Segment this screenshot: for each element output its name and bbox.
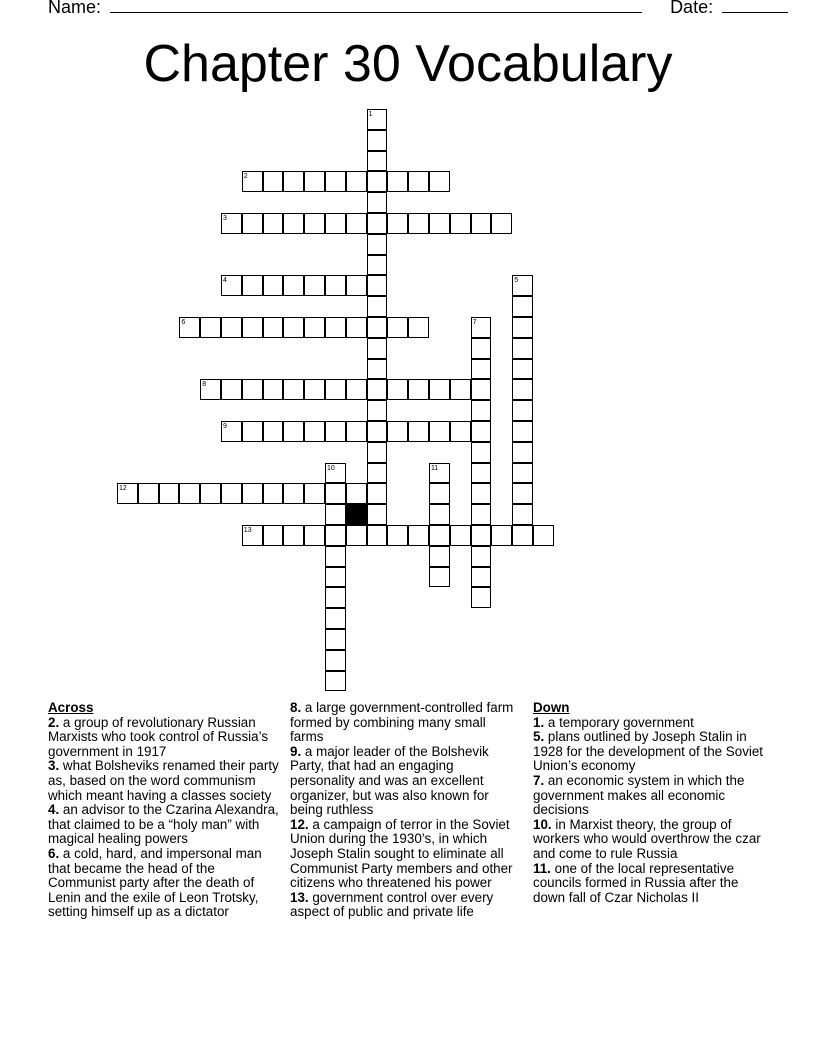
grid-cell[interactable] <box>221 213 242 234</box>
grid-cell[interactable] <box>471 317 492 338</box>
grid-cell[interactable] <box>367 400 388 421</box>
grid-cell[interactable] <box>304 525 325 546</box>
grid-cell[interactable] <box>367 463 388 484</box>
clue-text: government control over every aspect of public and private life <box>290 889 494 920</box>
grid-cell[interactable] <box>429 171 450 192</box>
across-clue <box>290 701 518 745</box>
grid-cell[interactable] <box>325 213 346 234</box>
grid-cell[interactable] <box>471 421 492 442</box>
cell-number: 11 <box>431 464 439 472</box>
grid-cell[interactable] <box>263 317 284 338</box>
grid-cell[interactable] <box>408 171 429 192</box>
grid-cell[interactable] <box>471 338 492 359</box>
across-clue <box>48 759 284 803</box>
clues-column-1 <box>48 701 284 920</box>
clue-text: a group of revolutionary Russian Marxists who took control of Russia’s government in 1917 <box>48 714 269 759</box>
grid-cell[interactable] <box>283 379 304 400</box>
grid-cell[interactable] <box>450 213 471 234</box>
grid-cell[interactable] <box>221 317 242 338</box>
grid-cell[interactable] <box>325 483 346 504</box>
cell-number: 5 <box>514 277 519 285</box>
grid-cell[interactable] <box>512 317 533 338</box>
grid-cell[interactable] <box>367 317 388 338</box>
grid-cell[interactable] <box>512 463 533 484</box>
clue-number: 4. <box>48 802 60 818</box>
clue-number: 13. <box>290 889 309 905</box>
clue-number: 7. <box>533 772 545 788</box>
grid-cell[interactable] <box>471 587 492 608</box>
grid-cell[interactable] <box>179 317 200 338</box>
grid-cell[interactable] <box>491 525 512 546</box>
clue-text: a cold, hard, and impersonal man that became the head of the Communist party after the death of Lenin and the exile of Leon Trotsky, setting himself up as a dictator <box>48 845 262 920</box>
grid-cell[interactable] <box>283 483 304 504</box>
cell-number: 9 <box>223 423 227 430</box>
clue-text: one of the local representative councils formed in Russia after the down fall of Czar Nicholas II <box>533 860 739 905</box>
grid-cell[interactable] <box>367 504 388 525</box>
grid-cell[interactable] <box>325 317 346 338</box>
grid-cell[interactable] <box>346 171 367 192</box>
down-clue <box>533 730 765 774</box>
grid-cell[interactable] <box>387 213 408 234</box>
cell-number: 12 <box>119 485 127 493</box>
grid-cell[interactable] <box>512 483 533 504</box>
across-clue <box>48 716 284 760</box>
grid-cell[interactable] <box>242 171 263 192</box>
grid-cell[interactable] <box>325 587 346 608</box>
grid-cell[interactable] <box>367 130 388 151</box>
across-clue <box>290 818 518 891</box>
across-clue <box>48 847 284 920</box>
grid-cell[interactable] <box>325 671 346 692</box>
grid-cell[interactable] <box>367 359 388 380</box>
grid-cell[interactable] <box>512 359 533 380</box>
grid-cell[interactable] <box>304 275 325 296</box>
grid-cell[interactable] <box>242 421 263 442</box>
grid-cell[interactable] <box>512 400 533 421</box>
across-clue <box>290 891 518 920</box>
clue-number: 11. <box>533 860 551 876</box>
grid-cell[interactable] <box>283 317 304 338</box>
grid-cell[interactable] <box>367 109 388 130</box>
grid-cell[interactable] <box>512 525 533 546</box>
grid-cell[interactable] <box>367 255 388 276</box>
grid-cell[interactable] <box>367 151 388 172</box>
grid-cell[interactable] <box>117 483 138 504</box>
cell-number: 1 <box>368 111 373 118</box>
grid-cell[interactable] <box>221 379 242 400</box>
grid-cell[interactable] <box>367 338 388 359</box>
grid-cell[interactable] <box>325 421 346 442</box>
clue-number: 2. <box>48 714 60 730</box>
grid-cell[interactable] <box>221 275 242 296</box>
grid-cell[interactable] <box>408 421 429 442</box>
grid-cell[interactable] <box>325 567 346 588</box>
grid-cell[interactable] <box>408 213 429 234</box>
grid-cell[interactable] <box>367 525 388 546</box>
grid-cell[interactable] <box>471 442 492 463</box>
grid-cell[interactable] <box>471 525 492 546</box>
clue-text: a large government-controlled farm formed by combining many small farms <box>290 700 514 745</box>
grid-cell[interactable] <box>512 338 533 359</box>
grid-cell[interactable] <box>242 379 263 400</box>
grid-cell[interactable] <box>367 234 388 255</box>
grid-cell[interactable] <box>283 213 304 234</box>
grid-cell[interactable] <box>491 213 512 234</box>
grid-cell[interactable] <box>325 525 346 546</box>
grid-cell[interactable] <box>200 317 221 338</box>
grid-cell[interactable] <box>200 379 221 400</box>
grid-cell[interactable] <box>242 525 263 546</box>
grid-cell[interactable] <box>325 629 346 650</box>
grid-cell[interactable] <box>387 171 408 192</box>
across-heading: Across <box>48 700 94 715</box>
grid-cell[interactable] <box>429 504 450 525</box>
cell-number: 7 <box>472 319 477 326</box>
grid-cell[interactable] <box>471 483 492 504</box>
grid-cell[interactable] <box>263 421 284 442</box>
grid-cell[interactable] <box>263 213 284 234</box>
grid-cell[interactable] <box>471 400 492 421</box>
grid-cell[interactable] <box>471 359 492 380</box>
grid-cell[interactable] <box>242 483 263 504</box>
grid-cell[interactable] <box>367 296 388 317</box>
grid-cell[interactable] <box>367 192 388 213</box>
down-clue <box>533 774 765 818</box>
grid-cell[interactable] <box>429 567 450 588</box>
grid-cell[interactable] <box>304 379 325 400</box>
grid-cell[interactable] <box>512 296 533 317</box>
grid-cell[interactable] <box>263 483 284 504</box>
grid-cell-black <box>346 504 367 525</box>
clue-number: 1. <box>533 714 545 730</box>
grid-cell[interactable] <box>429 421 450 442</box>
clue-text: what Bolsheviks renamed their party as, based on the word communism which meant having a classes society <box>48 758 279 803</box>
grid-cell[interactable] <box>179 483 200 504</box>
grid-cell[interactable] <box>242 213 263 234</box>
grid-cell[interactable] <box>367 171 388 192</box>
grid-cell[interactable] <box>367 483 388 504</box>
page-title: Chapter 30 Vocabulary <box>143 35 673 93</box>
clue-number: 5. <box>533 729 545 745</box>
grid-cell[interactable] <box>346 525 367 546</box>
grid-cell[interactable] <box>387 525 408 546</box>
grid-cell[interactable] <box>159 483 180 504</box>
grid-cell[interactable] <box>346 275 367 296</box>
grid-cell[interactable] <box>429 213 450 234</box>
grid-cell[interactable] <box>429 525 450 546</box>
grid-cell[interactable] <box>512 275 533 296</box>
grid-cell[interactable] <box>325 171 346 192</box>
grid-cell[interactable] <box>200 483 221 504</box>
grid-cell[interactable] <box>450 379 471 400</box>
down-clue <box>533 818 765 862</box>
grid-cell[interactable] <box>325 608 346 629</box>
grid-cell[interactable] <box>283 525 304 546</box>
clue-text: in Marxist theory, the group of workers who would overthrow the czar and come to rule Russia <box>533 816 761 861</box>
grid-cell[interactable] <box>512 421 533 442</box>
clue-number: 3. <box>48 758 60 774</box>
grid-cell[interactable] <box>367 442 388 463</box>
grid-cell[interactable] <box>450 525 471 546</box>
grid-cell[interactable] <box>408 379 429 400</box>
grid-cell[interactable] <box>450 421 471 442</box>
cell-number: 13 <box>243 527 252 534</box>
cell-number: 6 <box>181 319 186 326</box>
grid-cell[interactable] <box>408 317 429 338</box>
grid-cell[interactable] <box>471 546 492 567</box>
grid-cell[interactable] <box>471 379 492 400</box>
grid-cell[interactable] <box>387 317 408 338</box>
grid-cell[interactable] <box>221 483 242 504</box>
clues-column-2 <box>290 701 518 920</box>
grid-cell[interactable] <box>471 567 492 588</box>
cell-number: 3 <box>223 215 227 222</box>
grid-cell[interactable] <box>471 213 492 234</box>
grid-cell[interactable] <box>304 483 325 504</box>
cell-number: 8 <box>202 381 207 389</box>
grid-cell[interactable] <box>325 463 346 484</box>
grid-cell[interactable] <box>512 442 533 463</box>
grid-cell[interactable] <box>367 213 388 234</box>
grid-cell[interactable] <box>512 504 533 525</box>
grid-cell[interactable] <box>512 379 533 400</box>
grid-cell[interactable] <box>346 213 367 234</box>
down-clue <box>533 716 765 731</box>
name-label: Name: <box>48 0 102 17</box>
grid-cell[interactable] <box>325 379 346 400</box>
grid-cell[interactable] <box>367 275 388 296</box>
cell-number: 10 <box>327 464 335 472</box>
grid-cell[interactable] <box>283 421 304 442</box>
grid-cell[interactable] <box>346 379 367 400</box>
grid-cell[interactable] <box>429 546 450 567</box>
down-heading: Down <box>533 700 570 715</box>
grid-cell[interactable] <box>346 421 367 442</box>
grid-cell[interactable] <box>304 421 325 442</box>
grid-cell[interactable] <box>304 171 325 192</box>
grid-cell[interactable] <box>263 171 284 192</box>
clue-number: 6. <box>48 845 60 861</box>
clue-text: an advisor to the Czarina Alexandra, that claimed to be a “holy man” with magical healing powers <box>48 802 279 847</box>
grid-cell[interactable] <box>387 379 408 400</box>
clue-number: 12. <box>290 816 309 832</box>
grid-cell[interactable] <box>283 275 304 296</box>
grid-cell[interactable] <box>325 275 346 296</box>
clue-number: 10. <box>533 816 552 832</box>
grid-cell[interactable] <box>263 525 284 546</box>
grid-cell[interactable] <box>533 525 554 546</box>
grid-cell[interactable] <box>408 525 429 546</box>
grid-cell[interactable] <box>387 421 408 442</box>
clues-column-3 <box>533 701 765 905</box>
grid-cell[interactable] <box>304 213 325 234</box>
grid-cell[interactable] <box>367 421 388 442</box>
clue-number: 9. <box>290 743 302 759</box>
cell-number: 2 <box>243 173 248 181</box>
grid-cell[interactable] <box>242 317 263 338</box>
date-label: Date: <box>670 0 714 17</box>
grid-cell[interactable] <box>263 379 284 400</box>
grid-cell[interactable] <box>283 171 304 192</box>
grid-cell[interactable] <box>242 275 263 296</box>
grid-cell[interactable] <box>325 650 346 671</box>
clue-text: a major leader of the Bolshevik Party, that had an engaging personality and was an excellent organizer, but was also known for being ruthless <box>290 743 489 818</box>
grid-cell[interactable] <box>471 504 492 525</box>
grid-cell[interactable] <box>263 275 284 296</box>
grid-cell[interactable] <box>138 483 159 504</box>
across-clue <box>290 745 518 818</box>
clue-text: a campaign of terror in the Soviet Union during the 1930’s, in which Joseph Stalin sought to eliminate all Communist Party members and other citizens who threatened his power <box>290 816 513 891</box>
grid-cell[interactable] <box>429 379 450 400</box>
grid-cell[interactable] <box>429 483 450 504</box>
grid-cell[interactable] <box>221 421 242 442</box>
grid-cell[interactable] <box>429 463 450 484</box>
grid-cell[interactable] <box>304 317 325 338</box>
clue-number: 8. <box>290 700 302 715</box>
grid-cell[interactable] <box>367 379 388 400</box>
grid-cell[interactable] <box>346 483 367 504</box>
clue-text: an economic system in which the government makes all economic decisions <box>533 772 745 818</box>
down-clue <box>533 862 765 906</box>
cell-number: 4 <box>223 277 227 285</box>
across-clue <box>48 803 284 847</box>
grid-cell[interactable] <box>325 546 346 567</box>
clue-text: plans outlined by Joseph Stalin in 1928 for the development of the Soviet Union’s economy <box>533 729 764 774</box>
clue-text: a temporary government <box>547 714 694 730</box>
grid-cell[interactable] <box>346 317 367 338</box>
grid-cell[interactable] <box>325 504 346 525</box>
grid-cell[interactable] <box>471 463 492 484</box>
